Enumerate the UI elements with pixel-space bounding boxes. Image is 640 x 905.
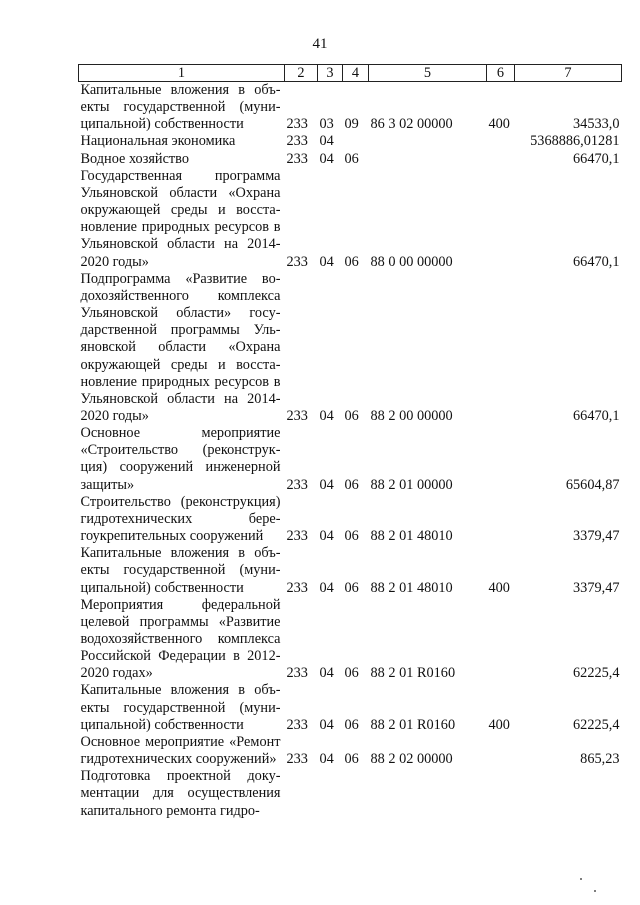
row-code-4: 06 bbox=[344, 665, 359, 682]
row-name: Подготовка проектной документации для осуществления капитального ремонта гидро- bbox=[80, 768, 281, 819]
row-code-5: 86 3 02 00000 bbox=[370, 116, 453, 133]
row-amount: 34533,0 bbox=[573, 116, 620, 133]
row-amount: 66470,1 bbox=[573, 253, 620, 270]
row-code-2: 233 bbox=[286, 665, 308, 682]
row-code-5: 88 2 02 00000 bbox=[370, 751, 453, 768]
table-row bbox=[79, 168, 622, 271]
row-code-6 bbox=[487, 271, 515, 425]
row-code-6 bbox=[487, 151, 515, 168]
table-row bbox=[79, 597, 622, 683]
row-code-6 bbox=[487, 168, 515, 271]
row-amount: 5368886,01281 bbox=[530, 133, 620, 150]
row-code-3 bbox=[318, 768, 343, 819]
row-code-6: 400 bbox=[488, 116, 510, 133]
column-header-7: 7 bbox=[515, 65, 622, 82]
row-amount: 66470,1 bbox=[573, 407, 620, 424]
row-code-5 bbox=[369, 151, 487, 168]
row-amount: 3379,47 bbox=[573, 528, 620, 545]
row-name: Капитальные вложения в объекты государственной (муниципальной) собственности bbox=[80, 545, 281, 596]
row-code-6: 400 bbox=[488, 579, 510, 596]
row-amount: 62225,4 bbox=[573, 665, 620, 682]
row-code-4: 06 bbox=[344, 150, 359, 167]
row-code-4 bbox=[343, 133, 369, 150]
table-row bbox=[79, 151, 622, 168]
row-code-6 bbox=[487, 734, 515, 768]
row-code-6 bbox=[487, 768, 515, 819]
row-code-3: 04 bbox=[319, 476, 334, 493]
row-code-5 bbox=[369, 768, 487, 819]
budget-table bbox=[78, 64, 622, 820]
row-code-4: 06 bbox=[344, 716, 359, 733]
row-amount: 66470,1 bbox=[573, 150, 620, 167]
table-row bbox=[79, 734, 622, 768]
table-row bbox=[79, 133, 622, 150]
row-amount: 65604,87 bbox=[565, 476, 620, 493]
row-name: Государственная программа Ульяновской области «Охрана окружающей среды и восстановление природных ресурсов в Ульяновской области на 2014-2020 годы» bbox=[80, 167, 281, 270]
column-number-header-row bbox=[79, 65, 622, 82]
row-code-4: 06 bbox=[344, 476, 359, 493]
row-code-4: 06 bbox=[344, 751, 359, 768]
row-code-2: 233 bbox=[286, 150, 308, 167]
row-code-3: 04 bbox=[319, 407, 334, 424]
row-code-5: 88 0 00 00000 bbox=[370, 253, 453, 270]
row-code-3: 04 bbox=[319, 665, 334, 682]
row-code-5: 88 2 01 48010 bbox=[370, 528, 453, 545]
row-name: Мероприятия федеральной целевой программы «Развитие водохозяйственного комплекса Российской Федерации в 2012-2020 годах» bbox=[80, 596, 281, 682]
row-code-5: 88 2 01 R0160 bbox=[370, 665, 456, 682]
row-code-2 bbox=[285, 768, 318, 819]
row-code-4: 06 bbox=[344, 253, 359, 270]
row-name: Национальная экономика bbox=[80, 133, 236, 150]
row-code-2: 233 bbox=[286, 528, 308, 545]
row-code-4 bbox=[343, 768, 369, 819]
row-code-5: 88 2 01 48010 bbox=[370, 579, 453, 596]
table-row bbox=[79, 682, 622, 733]
row-code-4: 09 bbox=[344, 116, 359, 133]
table-row bbox=[79, 545, 622, 596]
row-code-2: 233 bbox=[286, 407, 308, 424]
column-header-1: 1 bbox=[79, 65, 285, 82]
row-code-3: 04 bbox=[319, 150, 334, 167]
row-code-6 bbox=[487, 425, 515, 494]
page-number: 41 bbox=[312, 36, 328, 52]
row-code-6: 400 bbox=[488, 716, 510, 733]
row-name: Капитальные вложения в объекты государственной (муниципальной) собственности bbox=[80, 682, 281, 733]
row-code-3: 04 bbox=[319, 253, 334, 270]
row-code-3: 04 bbox=[319, 579, 334, 596]
column-header-4: 4 bbox=[343, 65, 369, 82]
column-header-6: 6 bbox=[487, 65, 515, 82]
row-code-2: 233 bbox=[286, 579, 308, 596]
row-name: Капитальные вложения в объекты государственной (муниципальной) собственности bbox=[80, 82, 281, 133]
row-code-3: 04 bbox=[319, 716, 334, 733]
column-header-2: 2 bbox=[285, 65, 318, 82]
row-code-2: 233 bbox=[286, 716, 308, 733]
column-header-5: 5 bbox=[369, 65, 487, 82]
row-code-2: 233 bbox=[286, 133, 308, 150]
row-name: Основное мероприятие «Ремонт гидротехнических сооружений» bbox=[80, 733, 281, 768]
row-name: Водное хозяйство bbox=[80, 150, 189, 167]
scan-speck bbox=[580, 878, 582, 880]
row-code-2: 233 bbox=[286, 476, 308, 493]
row-amount: 62225,4 bbox=[573, 716, 620, 733]
row-code-2: 233 bbox=[286, 751, 308, 768]
row-code-2: 233 bbox=[286, 116, 308, 133]
row-code-4: 06 bbox=[344, 407, 359, 424]
row-code-5: 88 2 00 00000 bbox=[370, 407, 453, 424]
row-name: Подпрограмма «Развитие водохозяйственного комплекса Ульяновской области» государственной программы Ульяновской области «Охрана окружающей среды и восстановление природных ресурсов в Ульяновской области на 2014-2020 годы» bbox=[80, 270, 281, 424]
table-row bbox=[79, 271, 622, 425]
table-row bbox=[79, 494, 622, 545]
row-code-4: 06 bbox=[344, 528, 359, 545]
row-amount: 3379,47 bbox=[573, 579, 620, 596]
row-code-5: 88 2 01 00000 bbox=[370, 476, 453, 493]
row-name: Строительство (реконструкция) гидротехнических берегоукрепительных сооружений bbox=[80, 493, 281, 545]
row-code-5 bbox=[369, 133, 487, 150]
row-code-6 bbox=[487, 597, 515, 683]
row-code-3: 04 bbox=[319, 751, 334, 768]
row-code-6 bbox=[487, 133, 515, 150]
row-code-5: 88 2 01 R0160 bbox=[370, 716, 456, 733]
row-code-3: 03 bbox=[319, 116, 334, 133]
table-row bbox=[79, 82, 622, 134]
row-code-6 bbox=[487, 494, 515, 545]
row-code-4: 06 bbox=[344, 579, 359, 596]
column-header-3: 3 bbox=[318, 65, 343, 82]
row-code-2: 233 bbox=[286, 253, 308, 270]
scan-speck bbox=[594, 890, 596, 892]
row-amount bbox=[515, 768, 622, 819]
row-name: Основное мероприятие «Строительство (реконструкция) сооружений инженерной защиты» bbox=[80, 425, 281, 493]
row-code-3: 04 bbox=[319, 133, 334, 150]
table-row bbox=[79, 768, 622, 819]
row-code-3: 04 bbox=[319, 528, 334, 545]
table-row bbox=[79, 425, 622, 494]
row-amount: 865,23 bbox=[580, 751, 620, 768]
